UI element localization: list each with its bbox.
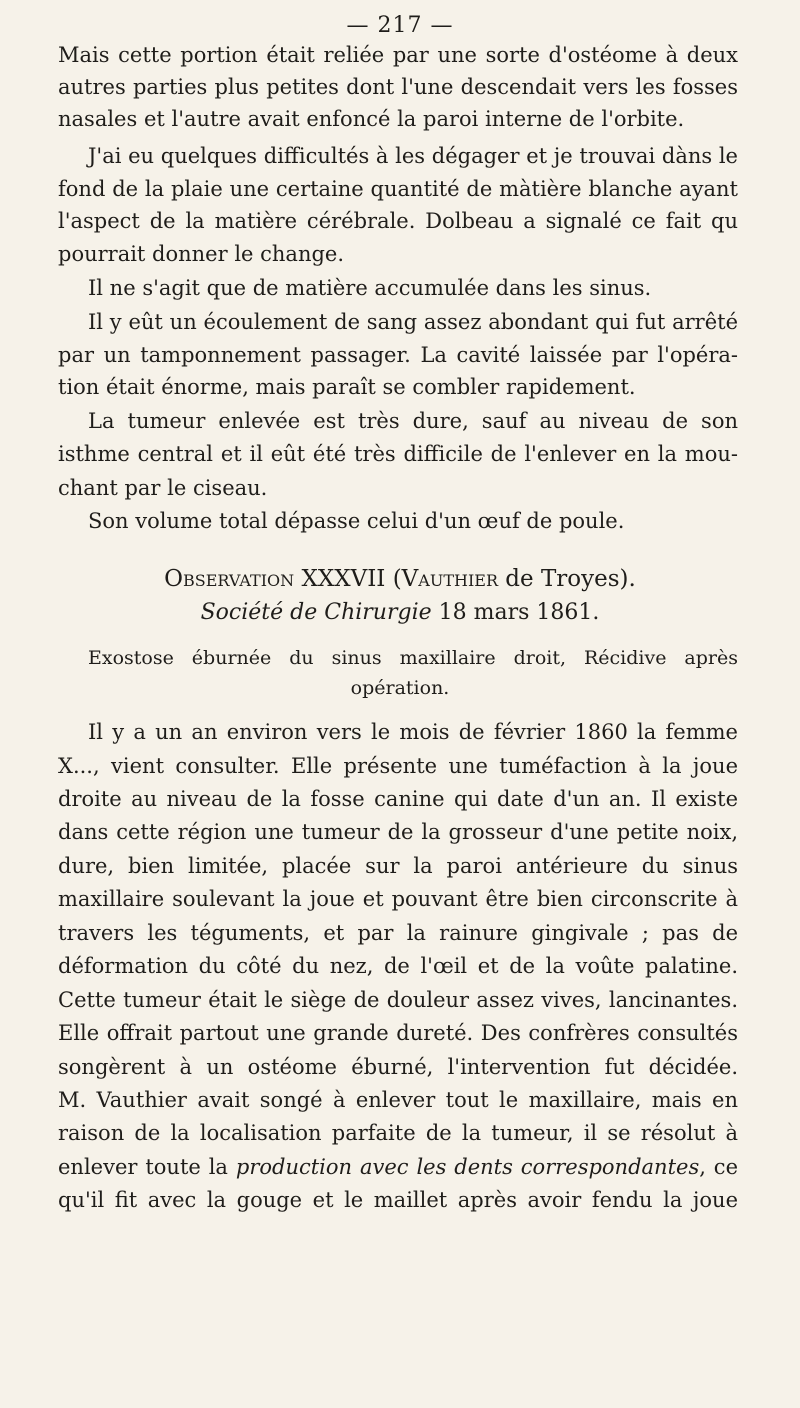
text-line: autres parties plus petites dont l'une descendait vers les fosses (58, 75, 738, 99)
text-line: dans cette région une tumeur de la grosseur d'une petite noix, (58, 820, 738, 844)
text-line: Cette tumeur était le siège de douleur assez vives, lancinantes. (58, 988, 738, 1012)
society-name: Société de Chirurgie (200, 600, 432, 625)
text-line: maxillaire soulevant la joue et pouvant être bien circonscrite à (58, 887, 738, 911)
text-line: l'aspect de la matière cérébrale. Dolbeau a signalé ce fait qu (58, 209, 738, 233)
text-line: songèrent à un ostéome éburné, l'intervention fut décidée. (58, 1055, 738, 1079)
summary-line: opération. (350, 677, 450, 699)
observation-source (0, 598, 800, 628)
text-line: tion était énorme, mais paraît se combler rapidement. (58, 375, 636, 399)
text-line: isthme central et il eût été très difficile de l'enlever en la mou- (58, 442, 738, 466)
text-line: dure, bien limitée, placée sur la paroi antérieure du sinus (58, 854, 738, 878)
text-line: J'ai eu quelques difficultés à les dégager et je trouvai dàns le (88, 144, 738, 168)
observation-number: XXXVII (301, 566, 386, 592)
text-line: fond de la plaie une certaine quantité de màtière blanche ayant (58, 177, 738, 201)
text-fragment: , ce (699, 1155, 738, 1179)
observation-author: Vauthier (401, 566, 498, 592)
summary-line: Exostose éburnée du sinus maxillaire droit, Récidive après (88, 647, 738, 669)
text-line: Elle offrait partout une grande dureté. Des confrères consultés (58, 1021, 738, 1045)
text-line: pourrait donner le change. (58, 242, 345, 266)
text-fragment: enlever toute la (58, 1155, 236, 1179)
text-line: raison de la localisation parfaite de la tumeur, il se résolut à (58, 1121, 738, 1145)
text-line: Il y a un an environ vers le mois de février 1860 la femme (88, 720, 738, 744)
text-line: nasales et l'autre avait enfoncé la paroi interne de l'orbite. (58, 107, 685, 131)
text-line: Mais cette portion était reliée par une sorte d'ostéome à deux (58, 43, 738, 67)
text-line (58, 1152, 738, 1182)
text-line: travers les téguments, et par la rainure gingivale ; pas de (58, 921, 738, 945)
observation-paren: ( (392, 566, 402, 592)
text-line: La tumeur enlevée est très dure, sauf au niveau de son (88, 409, 738, 433)
observation-place: de Troyes). (498, 566, 636, 592)
page-number: — 217 — (346, 13, 454, 38)
observation-heading (0, 564, 800, 594)
text-line: X..., vient consulter. Elle présente une tuméfaction à la joue (58, 754, 738, 778)
text-line: chant par le ciseau. (58, 476, 268, 500)
text-line: par un tamponnement passager. La cavité laissée par l'opéra- (58, 343, 738, 367)
text-line: droite au niveau de la fosse canine qui date d'un an. Il existe (58, 787, 738, 811)
italic-fragment: production avec les dents correspondantes (235, 1155, 700, 1179)
observation-title: Observation (164, 566, 295, 592)
text-line: Il ne s'agit que de matière accumulée dans les sinus. (88, 276, 652, 300)
text-line: Son volume total dépasse celui d'un œuf de poule. (88, 509, 625, 533)
text-line: Il y eût un écoulement de sang assez abondant qui fut arrêté (88, 310, 738, 334)
text-line: qu'il fit avec la gouge et le maillet après avoir fendu la joue (58, 1188, 738, 1212)
text-line: M. Vauthier avait songé à enlever tout le maxillaire, mais en (58, 1088, 738, 1112)
text-line: déformation du côté du nez, de l'œil et de la voûte palatine. (58, 954, 738, 978)
observation-date: 18 mars 1861. (431, 600, 600, 625)
